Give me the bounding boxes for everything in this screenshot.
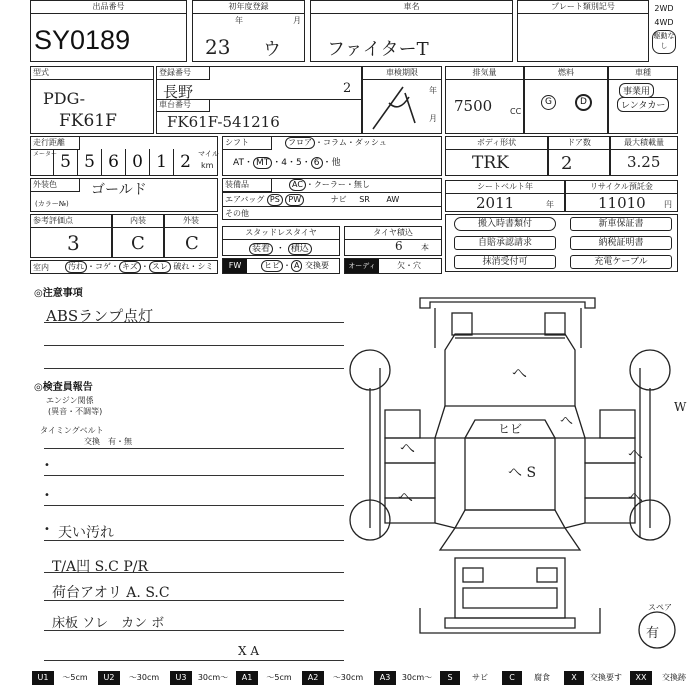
audio-options: 欠・穴 <box>397 261 421 270</box>
vehicle-name: ファイターT <box>327 39 429 60</box>
legend-code: S <box>440 671 460 685</box>
doc-charging-cable: 充電ケーブル <box>570 255 672 269</box>
engine-sub: (異音・不調等) <box>48 407 103 416</box>
audio-missing: 欠 <box>397 261 405 270</box>
doc-warranty: 新車保証書 <box>570 217 672 231</box>
category-rental: レンタカー <box>617 97 669 112</box>
registration-box <box>156 66 362 134</box>
plate-box <box>517 0 649 62</box>
legend-text: ～5cm <box>266 673 292 682</box>
fw-label: FW <box>223 259 247 273</box>
drive-options <box>652 2 676 62</box>
legend-text: 30cm～ <box>197 673 229 682</box>
legend-code: XX <box>630 671 652 685</box>
exterior-grade-label: 外装 <box>165 215 217 228</box>
seatbelt-value: 2011 <box>476 194 515 212</box>
inspection-box <box>362 66 442 134</box>
fw-box <box>222 258 340 274</box>
spare-label: スペア <box>648 603 672 612</box>
color-number-label: (カラー№) <box>35 200 69 208</box>
year-unit: 年 <box>235 16 243 25</box>
shift-at: AT <box>233 158 244 168</box>
studless-label: スタッドレスタイヤ <box>223 227 339 240</box>
inspector-line-3: 荷台アオリ A. S.C <box>52 585 170 601</box>
tire-loaded-box <box>344 226 442 256</box>
audio-label: オーディオ <box>345 259 379 273</box>
legend-text: 交換要す <box>590 673 622 682</box>
equip-ps: PS <box>267 194 283 206</box>
inspection-label: 車検期限 <box>363 67 441 80</box>
max-load-value: 3.25 <box>627 153 661 171</box>
meter-label: メーター <box>33 151 58 158</box>
model-value-1: PDG- <box>43 89 86 108</box>
doc-liability-request: 自賠承認請求 <box>454 236 556 250</box>
shift-box <box>222 136 442 176</box>
equipment-row2 <box>225 193 399 206</box>
seatbelt-unit: 年 <box>546 200 554 209</box>
doc-deregistration: 抹消受付可 <box>454 255 556 269</box>
max-load-box <box>610 136 678 176</box>
shift-label: シフト <box>223 137 272 150</box>
equip-sr: SR <box>359 195 370 204</box>
legend-text: ～30cm <box>332 673 364 682</box>
model-label: 型式 <box>31 67 153 80</box>
documents-box <box>445 214 678 272</box>
inspector-line-4: 床板 ソレ カン ボ <box>52 616 165 631</box>
cond-rub: スレ <box>149 261 171 273</box>
notes-title: ◎注意事項 <box>34 288 83 299</box>
plate-label: プレート類別記号 <box>518 1 648 14</box>
lot-number-label: 出品番号 <box>31 1 186 14</box>
equip-airbag: エアバッグ <box>225 195 265 204</box>
mileage-label: 走行距離 <box>31 137 80 150</box>
recycle-unit: 円 <box>664 200 672 209</box>
fw-replace: 交換要 <box>305 261 330 270</box>
legend-text: ～5cm <box>62 673 88 682</box>
equipment-box <box>222 178 442 220</box>
score-box <box>30 214 112 258</box>
model-value-2: FK61F <box>59 111 117 131</box>
registration-value: 長野 <box>163 83 194 101</box>
audio-box <box>344 258 442 284</box>
equip-cooler: クーラー <box>313 180 346 189</box>
lot-number: SY0189 <box>34 22 184 58</box>
chassis-value: FK61F-541216 <box>167 113 280 131</box>
cond-dirt: 汚れ <box>65 261 87 273</box>
inspector-line-2: T/A凹 S.C P/R <box>52 559 148 575</box>
mile-unit: マイル <box>198 150 219 158</box>
legend-code: U3 <box>170 671 192 685</box>
equipment-row1: AC ・クーラー・無し <box>289 179 370 191</box>
mark-left-1: へ <box>400 439 416 457</box>
interior-condition-label: 室内 <box>33 263 49 272</box>
doc-delivery-papers: 搬入時書類付 <box>454 217 556 231</box>
mileage-box <box>30 136 218 176</box>
first-registration-label: 初年度登録 <box>193 1 304 14</box>
max-load-label: 最大積載量 <box>611 137 677 150</box>
exterior-grade-box <box>164 214 218 258</box>
fuel-gasoline: G <box>541 89 556 110</box>
cond-stain: シミ <box>197 262 214 271</box>
tire-loaded-label: タイヤ積込 <box>345 227 441 240</box>
inspector-line-1: 天い汚れ <box>58 525 114 541</box>
score-value: 3 <box>67 231 80 255</box>
registration-extra: 2 <box>343 81 352 96</box>
score-label: 参考評価点 <box>31 215 111 228</box>
legend-code: U2 <box>98 671 120 685</box>
shift-other: 他 <box>331 158 341 168</box>
fw-a: A <box>291 260 302 272</box>
fw-options: ヒビ ・ A 交換要 <box>261 260 329 272</box>
equip-ac: AC <box>289 179 306 191</box>
shift-floor: フロア <box>285 137 315 149</box>
mileage-digit: 5 <box>53 149 77 175</box>
spare-value: 有 <box>646 626 660 641</box>
notes-line-1: ABSランプ点灯 <box>46 307 154 325</box>
vehicle-name-box <box>310 0 513 62</box>
category-commercial: 事業用 <box>619 83 654 98</box>
mileage-digit: 2 <box>173 149 197 175</box>
category-label: 車種 <box>609 67 677 80</box>
body-type-value: TRK <box>472 153 509 173</box>
legend-code: A2 <box>302 671 324 685</box>
exterior-grade-value: C <box>185 233 199 254</box>
drive-4wd: 4WD <box>654 18 674 27</box>
color-label: 外装色 <box>31 179 80 192</box>
inspection-year-unit: 年 <box>429 86 437 95</box>
recycle-box <box>565 180 678 212</box>
interior-condition-options: 汚れ ・コゲ・ キズ ・ スレ 破れ・シミ <box>65 261 213 273</box>
drive-none: 駆動なし <box>652 30 676 54</box>
mark-cab: へ S <box>508 465 537 481</box>
mark-right-1: へ <box>628 445 644 463</box>
studless-mounted: 装着 <box>249 243 273 255</box>
legend-code: C <box>502 671 522 685</box>
interior-grade-value: C <box>131 233 145 254</box>
mileage-digit: 1 <box>149 149 173 175</box>
seatbelt-box <box>445 180 565 212</box>
interior-grade-box <box>112 214 164 258</box>
mileage-digit: 0 <box>125 149 149 175</box>
shift-dash: ダッシュ <box>354 138 387 147</box>
first-registration-box <box>192 0 305 62</box>
legend-text: 交換跡 <box>662 673 686 682</box>
shift-top-options: フロア ・コラム・ダッシュ <box>285 137 387 149</box>
mark-right-edge: W <box>674 400 687 414</box>
recycle-value: 11010 <box>598 194 646 212</box>
mileage-digits <box>53 149 197 175</box>
legend-code: X <box>564 671 584 685</box>
inspection-strike-icon <box>369 83 427 133</box>
mark-center: へ <box>560 414 574 429</box>
equip-pw: PW <box>285 194 304 206</box>
first-registration-year: 23 <box>205 35 231 59</box>
fw-crack: ヒビ <box>261 260 283 272</box>
inspection-month-unit: 月 <box>429 114 437 123</box>
body-type-label: ボディ形状 <box>446 137 547 150</box>
shift-mt: MT <box>253 157 272 169</box>
legend-text: 腐食 <box>534 673 550 682</box>
fuel-label: 燃料 <box>525 67 607 80</box>
legend-code: A1 <box>236 671 258 685</box>
color-value: ゴールド <box>91 182 147 198</box>
engine-label: エンジン関係 <box>46 396 94 405</box>
legend-code: A3 <box>374 671 396 685</box>
body-type-box <box>445 136 548 176</box>
category-box <box>608 66 678 134</box>
shift-4: 4 <box>281 158 287 168</box>
doc-tax-certificate: 納税証明書 <box>570 236 672 250</box>
recycle-label: リサイクル預託金 <box>566 181 677 194</box>
mark-bed: へ <box>512 364 528 382</box>
equip-navi: ナビ <box>330 195 347 204</box>
damage-legend <box>32 671 692 685</box>
month-unit: 月 <box>293 16 301 25</box>
inspector-title: ◎検査員報告 <box>34 382 93 393</box>
interior-grade-label: 内装 <box>113 215 163 228</box>
shift-5: 5 <box>296 158 302 168</box>
legend-text: ～30cm <box>128 673 160 682</box>
audio-hole: 穴 <box>413 261 421 270</box>
vehicle-name-label: 車名 <box>311 1 512 14</box>
chassis-label: 車台番号 <box>157 99 210 112</box>
door-count-box <box>548 136 610 176</box>
fuel-diesel: D <box>575 89 592 111</box>
shift-6: 6 <box>311 157 323 169</box>
equip-other: その他 <box>225 209 249 218</box>
seatbelt-label: シートベルト年 <box>446 181 564 194</box>
mark-crack: ヒビ <box>498 422 523 436</box>
legend-text: サビ <box>472 673 488 682</box>
equipment-label: 装備品 <box>223 179 272 192</box>
registration-label: 登録番号 <box>157 67 210 80</box>
mileage-digit: 5 <box>77 149 101 175</box>
displacement-box <box>445 66 524 134</box>
mark-right-2: へ <box>628 488 644 506</box>
displacement-value: 7500 <box>454 97 493 115</box>
legend-text: 30cm～ <box>401 673 433 682</box>
fuel-box <box>524 66 608 134</box>
model-box <box>30 66 154 134</box>
shift-column: コラム <box>323 138 347 147</box>
displacement-label: 排気量 <box>446 67 523 80</box>
displacement-unit: CC <box>510 107 522 116</box>
tire-loaded-value: 6 <box>395 239 403 253</box>
km-unit: km <box>201 161 214 170</box>
color-box <box>30 178 218 212</box>
timing-belt-label: タイミングベルト <box>40 426 104 435</box>
interior-condition-box <box>30 260 218 274</box>
equip-none: 無し <box>353 180 370 189</box>
timing-belt-exchange: 交換 有・無 <box>84 437 132 446</box>
first-registration-month: ウ <box>263 39 281 60</box>
mileage-digit: 6 <box>101 149 125 175</box>
cond-tear: 破れ <box>173 262 190 271</box>
inspector-line-5: X A <box>238 644 260 658</box>
door-count-value: 2 <box>561 153 573 174</box>
tire-loaded-unit: 本 <box>421 243 429 252</box>
equip-aw: AW <box>386 195 400 204</box>
studless-box <box>222 226 340 256</box>
studless-loaded: 積込 <box>288 243 312 255</box>
studless-options: 装着 ・ 積込 <box>249 241 312 255</box>
mark-left-2: へ <box>398 488 414 506</box>
cond-scratch: キズ <box>119 261 141 273</box>
drive-2wd: 2WD <box>654 4 674 13</box>
legend-code: U1 <box>32 671 54 685</box>
cond-burn: コゲ <box>95 262 111 271</box>
shift-bottom-options: AT・ MT ・4・5・ 6 ・他 <box>233 158 341 168</box>
door-count-label: ドア数 <box>549 137 609 150</box>
